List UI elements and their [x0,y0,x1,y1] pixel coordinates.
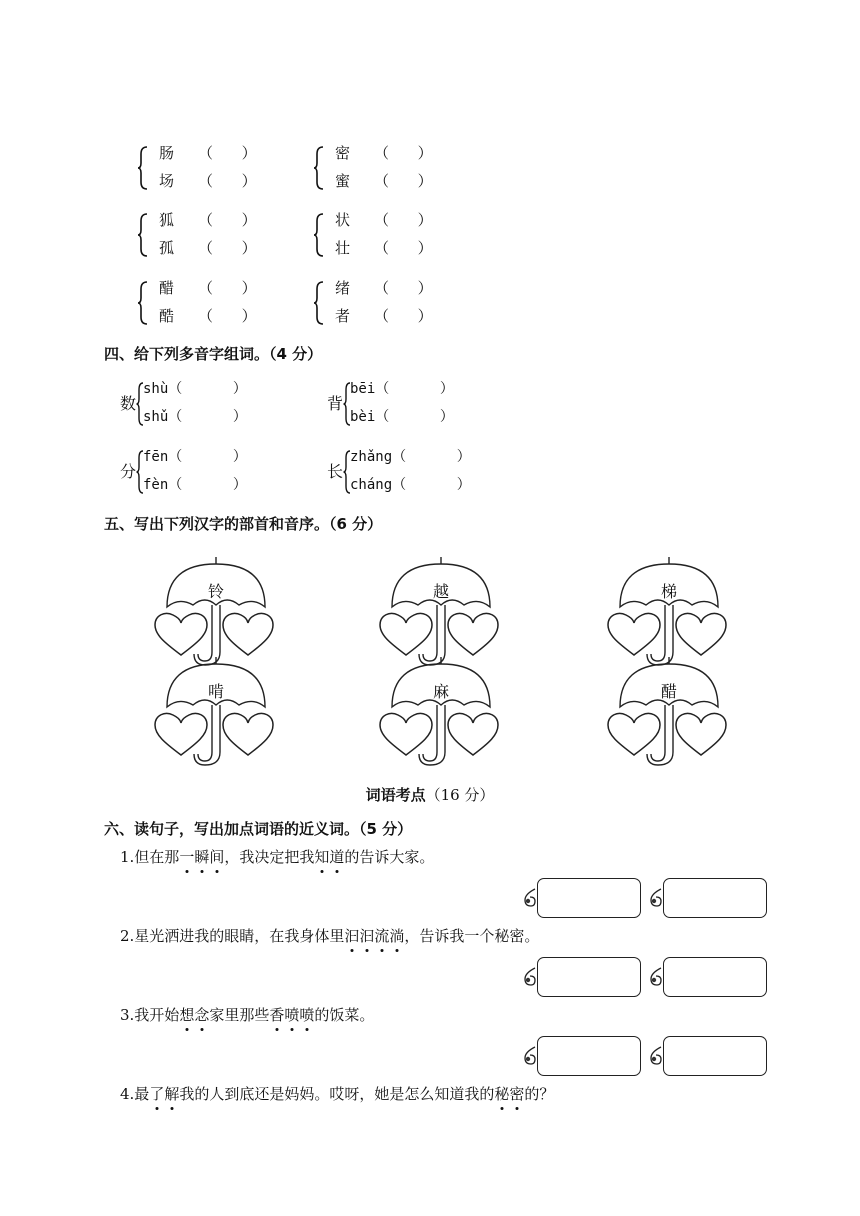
umbrella-item [604,557,734,667]
pair-char: 状 [335,211,351,229]
umbrella-char: 梯 [660,582,677,601]
pair-char: 者 [335,307,351,325]
dotted-char: 流 [374,927,390,945]
sentence-text: 3.我开始 [120,1006,180,1024]
answer-blank[interactable]: （ ） [374,172,433,190]
dotted-char: 密 [509,1085,525,1103]
water-drop-icon [523,965,537,989]
sentence-2 [120,925,539,947]
pinyin-blank[interactable]: fèn（ ） [143,477,247,493]
umbrella-icon [376,557,506,667]
dotted-char: 间 [209,848,225,866]
section5-heading: 五、写出下列汉字的部首和音序。（6 分） [104,515,383,533]
answer-blank[interactable]: （ ） [374,279,433,297]
pair-char: 绪 [335,279,351,297]
dotted-char: 瞬 [194,848,210,866]
dotted-char: 秘 [494,1085,510,1103]
dotted-char: 喷 [299,1006,315,1024]
vocab-title-score: （16 分） [425,786,495,804]
dotted-word [269,1006,314,1024]
sentence-text: ，告诉我一个秘密。 [404,927,540,945]
dotted-word [494,1085,524,1103]
answer-blank[interactable]: （ ） [374,211,433,229]
brace-icon [137,146,149,190]
answer-box[interactable] [537,878,641,918]
dotted-char: 一 [179,848,195,866]
dotted-char: 淌 [389,927,405,945]
brace-icon [137,213,149,257]
pinyin-blank[interactable]: fēn（ ） [143,449,247,465]
polyphone-char: 背 [327,394,344,413]
answer-blank[interactable]: （ ） [198,279,257,297]
sentence-1 [120,846,434,868]
water-drop-icon [649,1044,663,1068]
umbrella-char: 铃 [207,582,224,601]
answer-blank[interactable]: （ ） [198,172,257,190]
pair-char: 密 [335,144,351,162]
answer-box[interactable] [663,957,767,997]
dotted-word [149,1085,179,1103]
dotted-char: 道 [329,848,345,866]
answer-blank[interactable]: （ ） [198,307,257,325]
sentence-text: 的饭菜。 [314,1006,375,1024]
dotted-word [344,927,404,945]
sentence-text: ，我决定把我 [224,848,315,866]
polyphone-char: 数 [120,394,137,413]
umbrella-item [151,657,281,767]
answer-box[interactable] [663,1036,767,1076]
water-drop-icon [523,1044,537,1068]
vocab-section-title [0,784,860,805]
dotted-word [179,1006,209,1024]
answer-box[interactable] [663,878,767,918]
pinyin-blank[interactable]: shǔ（ ） [143,409,247,425]
brace-icon [313,146,325,190]
polyphone-char: 分 [120,462,137,481]
sentence-text: 家里那些 [209,1006,270,1024]
dotted-char: 解 [164,1085,180,1103]
pair-char: 醋 [159,279,175,297]
dotted-char: 喷 [284,1006,300,1024]
dotted-char: 想 [179,1006,195,1024]
pinyin-blank[interactable]: bēi（ ） [350,381,454,397]
pinyin-blank[interactable]: bèi（ ） [350,409,454,425]
answer-blank[interactable]: （ ） [374,144,433,162]
umbrella-item [376,657,506,767]
answer-box[interactable] [537,957,641,997]
umbrella-icon [604,557,734,667]
umbrella-icon [376,657,506,767]
answer-blank[interactable]: （ ） [198,144,257,162]
umbrella-item [376,557,506,667]
answer-blank[interactable]: （ ） [374,307,433,325]
dotted-char: 香 [269,1006,285,1024]
umbrella-char: 啃 [207,682,224,701]
dotted-char: 汩 [344,927,360,945]
pinyin-blank[interactable]: shù（ ） [143,381,247,397]
water-drop-icon [649,965,663,989]
section6-heading: 六、读句子，写出加点词语的近义词。（5 分） [104,820,413,838]
pinyin-blank[interactable]: cháng（ ） [350,477,471,493]
pair-char: 壮 [335,239,351,257]
pair-char: 孤 [159,239,175,257]
dotted-word [314,848,344,866]
pair-char: 场 [159,172,175,190]
answer-box[interactable] [537,1036,641,1076]
brace-icon [313,213,325,257]
dotted-char: 念 [194,1006,210,1024]
sentence-text: 我的人到底还是妈妈。哎呀，她是怎么知道我的 [179,1085,495,1103]
brace-icon [137,281,149,325]
umbrella-char: 麻 [432,682,449,701]
sentence-text: 2.星光洒进我的眼睛，在我身体里 [120,927,345,945]
answer-blank[interactable]: （ ） [198,239,257,257]
pair-char: 狐 [159,211,175,229]
dotted-word [179,848,224,866]
pinyin-blank[interactable]: zhǎng（ ） [350,449,471,465]
sentence-text: 的？ [524,1085,555,1103]
section4-heading: 四、给下列多音字组词。（4 分） [104,345,323,363]
pair-char: 酷 [159,307,175,325]
water-drop-icon [649,886,663,910]
sentence-text: 1.但在那 [120,848,180,866]
sentence-3 [120,1004,374,1026]
answer-blank[interactable]: （ ） [198,211,257,229]
water-drop-icon [523,886,537,910]
dotted-char: 了 [149,1085,165,1103]
brace-icon [313,281,325,325]
sentence-text: 的告诉大家。 [344,848,435,866]
umbrella-icon [151,657,281,767]
sentence-4 [120,1083,554,1105]
umbrella-icon [604,657,734,767]
umbrella-item [151,557,281,667]
pair-char: 蜜 [335,172,351,190]
vocab-title-bold: 词语考点 [365,786,426,804]
answer-blank[interactable]: （ ） [374,239,433,257]
polyphone-char: 长 [327,462,344,481]
sentence-text: 4.最 [120,1085,150,1103]
pair-char: 肠 [159,144,175,162]
umbrella-char: 醋 [660,682,677,701]
dotted-char: 汩 [359,927,375,945]
umbrella-char: 越 [432,582,449,601]
umbrella-item [604,657,734,767]
dotted-char: 知 [314,848,330,866]
umbrella-icon [151,557,281,667]
